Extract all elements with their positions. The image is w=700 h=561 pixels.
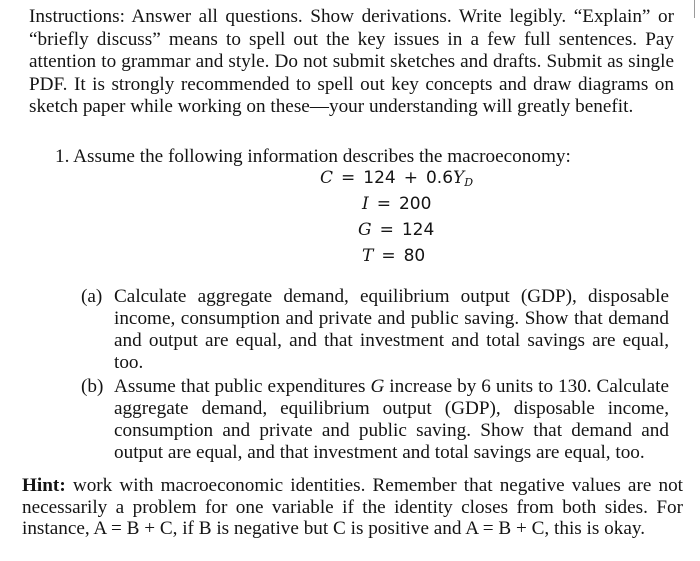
part-b-text-1: Assume that public expenditures bbox=[114, 376, 371, 397]
eq-c-lhs: C bbox=[320, 168, 334, 188]
part-b-text-2: increase by 6 units to 130. Calculate aggregate demand, equilibrium output (GDP), disposable income, consumption and private and public saving. Show that demand and output are equal, and that investment and total savings are equal, too. bbox=[114, 376, 669, 463]
instructions-paragraph: Instructions: Answer all questions. Show derivations. Write legibly. “Explain” or “briefly discuss” means to spell out the key issues in a few full sentences. Pay attention to grammar and style. Do not submit sketches and drafts. Submit as single PDF. It is strongly recommended to spell out key concepts and draw diagrams on sketch paper while working on these—your understanding will greatly benefit. bbox=[29, 6, 674, 118]
eq-i-rhs: 200 bbox=[398, 194, 432, 214]
question-1-part-b bbox=[81, 376, 669, 464]
part-b-g-symbol: G bbox=[370, 376, 385, 397]
eq-c-sub: D bbox=[464, 176, 474, 189]
hint-text: work with macroeconomic identities. Remember that negative values are not necessarily a problem for one variable if the identity closes from both sides. For instance, A = B + C, if B is negative but C is positive and A = B + C, this is okay. bbox=[22, 475, 683, 539]
eq-i-lhs: I bbox=[362, 194, 369, 214]
eq-c-const: 124 bbox=[363, 168, 396, 188]
equation-taxes bbox=[362, 245, 425, 267]
hint-paragraph bbox=[22, 475, 683, 540]
eq-g-rhs: 124 bbox=[401, 220, 435, 240]
equation-investment bbox=[362, 193, 431, 215]
eq-c-coef: 0.6 bbox=[425, 168, 454, 188]
eq-c-var: Y bbox=[453, 168, 465, 188]
part-a-text: Calculate aggregate demand, equilibrium output (GDP), disposable income, consumption and private and public saving. Show that demand and output are equal, and that investment and total savings are equal, too. bbox=[114, 286, 669, 373]
question-1-part-a bbox=[81, 286, 669, 374]
part-b-text bbox=[114, 376, 669, 464]
question-1-intro: 1. Assume the following information describes the macroeconomy: bbox=[55, 146, 571, 167]
part-b-label: (b) bbox=[81, 376, 104, 397]
eq-t-rhs: 80 bbox=[403, 246, 426, 266]
eq-i-op: = bbox=[376, 194, 391, 214]
hint-label: Hint: bbox=[22, 475, 66, 496]
equation-consumption bbox=[320, 167, 473, 194]
eq-t-lhs: T bbox=[362, 246, 374, 266]
eq-t-op: = bbox=[381, 246, 396, 266]
eq-c-op: = bbox=[341, 168, 356, 188]
eq-g-op: = bbox=[379, 220, 394, 240]
eq-c-plus: + bbox=[403, 168, 418, 188]
eq-g-lhs: G bbox=[358, 220, 372, 240]
equation-government bbox=[358, 219, 434, 241]
page-edge-divider bbox=[694, 0, 695, 18]
part-a-label: (a) bbox=[81, 286, 103, 307]
